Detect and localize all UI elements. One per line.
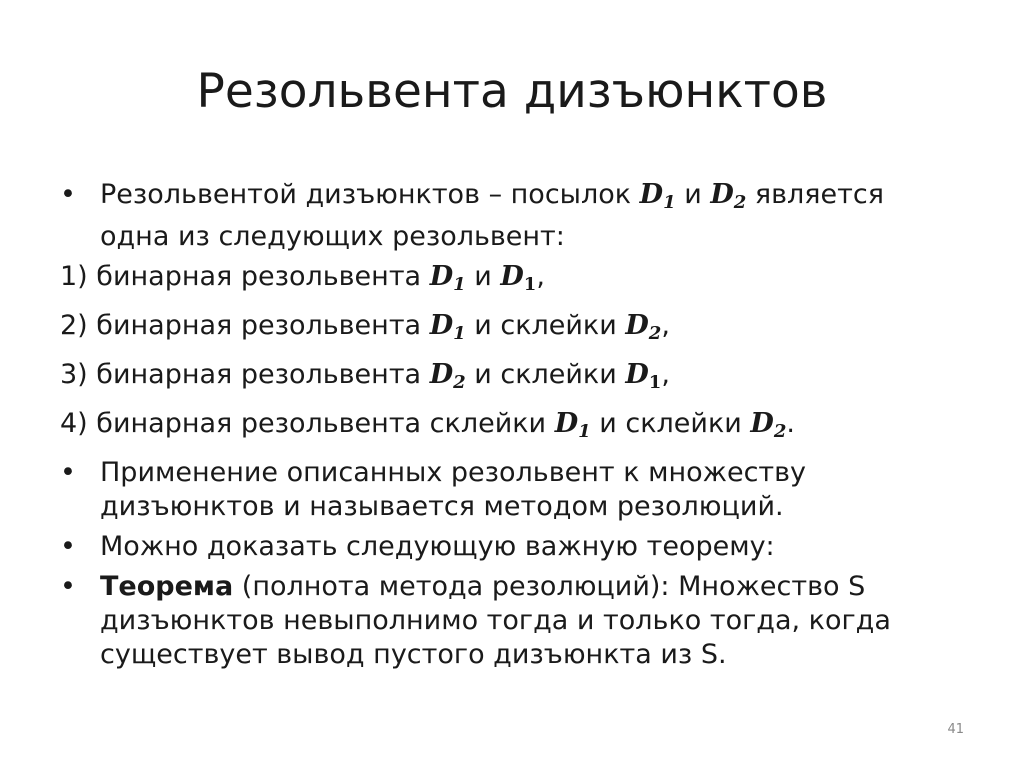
text-line: Применение описанных резольвент к множеству [100, 457, 807, 488]
text-line: дизъюнктов невыполнимо тогда и только тогда, когда [100, 605, 891, 636]
numbered-item-3 [60, 358, 950, 400]
math-letter: D [625, 359, 649, 390]
math-symbol-d1 [429, 310, 466, 344]
text-line [100, 570, 950, 604]
bullet-item-theorem-intro [60, 530, 950, 564]
math-letter: D [500, 261, 524, 292]
text-fragment: . [786, 408, 795, 439]
text-fragment: , [536, 261, 545, 292]
math-letter: D [625, 310, 649, 341]
math-subscript: 1 [663, 192, 676, 213]
math-subscript: 1 [648, 372, 662, 393]
math-letter: D [710, 179, 734, 210]
bullet-icon: • [60, 571, 76, 602]
text-fragment: 4) бинарная резольвента склейки [60, 408, 555, 439]
math-letter: D [554, 408, 579, 439]
text-fragment: , [661, 359, 670, 390]
text-fragment: и склейки [465, 310, 626, 341]
text-fragment: 2) бинарная резольвента [60, 310, 430, 341]
math-symbol-d1-plain [625, 359, 662, 393]
math-symbol-d2 [625, 310, 662, 344]
bullet-item-method-application [60, 456, 950, 524]
math-letter: D [639, 179, 664, 210]
math-letter: D [750, 408, 774, 439]
math-subscript: 2 [733, 192, 747, 213]
text-fragment: и склейки [465, 359, 626, 390]
page-number: 41 [947, 722, 964, 737]
text-line: Можно доказать следующую важную теорему: [100, 531, 775, 562]
numbered-item-4 [60, 407, 950, 449]
math-symbol-d2 [750, 408, 787, 442]
text-line [100, 178, 950, 220]
text-fragment: (полнота метода резолюций): Множество S [233, 571, 866, 602]
slide-content [60, 178, 950, 678]
bullet-item-theorem [60, 570, 950, 672]
text-fragment: и [465, 261, 501, 292]
math-symbol-d1 [639, 179, 676, 213]
math-letter: D [429, 261, 454, 292]
bullet-icon: • [60, 457, 76, 488]
text-fragment: 3) бинарная резольвента [60, 359, 430, 390]
math-symbol-d2 [429, 359, 466, 393]
math-subscript: 1 [453, 323, 466, 344]
slide-title: Резольвента дизъюнктов [196, 64, 828, 119]
text-line: существует вывод пустого дизъюнкта из S. [100, 639, 727, 670]
bullet-item-resolvent-definition [60, 178, 950, 254]
math-subscript: 1 [523, 274, 537, 295]
math-letter: D [429, 310, 454, 341]
math-symbol-d2 [710, 179, 747, 213]
math-subscript: 1 [578, 421, 591, 442]
text-fragment: 1) бинарная резольвента [60, 261, 430, 292]
bullet-icon: • [60, 179, 76, 210]
math-subscript: 2 [453, 372, 466, 393]
theorem-label: Теорема [100, 571, 234, 602]
math-subscript: 2 [773, 421, 787, 442]
math-letter: D [429, 359, 454, 390]
numbered-item-2 [60, 309, 950, 351]
text-fragment: является [746, 179, 884, 210]
math-symbol-d1-plain [500, 261, 537, 295]
text-line: одна из следующих резольвент: [100, 221, 565, 252]
math-subscript: 1 [453, 274, 466, 295]
text-fragment: , [661, 310, 670, 341]
numbered-item-1 [60, 260, 950, 302]
text-fragment: и склейки [590, 408, 751, 439]
math-symbol-d1 [429, 261, 466, 295]
bullet-icon: • [60, 531, 76, 562]
math-subscript: 2 [648, 323, 662, 344]
text-fragment: Резольвентой дизъюнктов – посылок [100, 179, 640, 210]
text-line: дизъюнктов и называется методом резолюций. [100, 491, 784, 522]
text-fragment: и [675, 179, 711, 210]
math-symbol-d1 [554, 408, 591, 442]
